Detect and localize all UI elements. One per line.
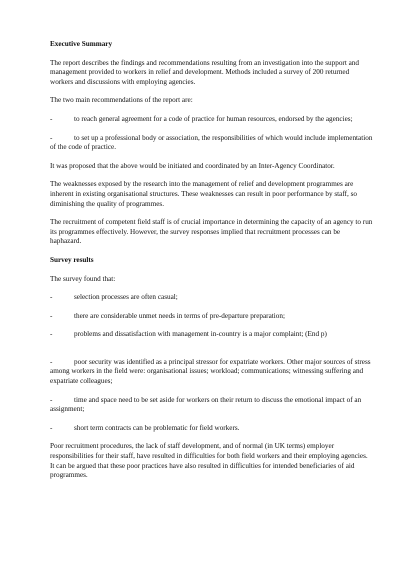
finding-item [50, 293, 373, 303]
bullet-dash: - [50, 330, 53, 339]
recommendation-text: to reach general agreement for a code of practice for human resources, endorsed by the agencies; [74, 114, 353, 123]
finding-item [50, 396, 373, 415]
executive-summary-heading: Executive Summary [50, 40, 113, 48]
bullet-dash: - [50, 293, 53, 302]
recommendations-lead: The two main recommendations of the report are: [50, 96, 193, 105]
bullet-dash: - [50, 357, 53, 366]
finding-text: time and space need to be set aside for workers on their return to discuss the emotional impact of an assignment; [50, 395, 362, 414]
finding-text: problems and dissatisfaction with management in-country is a major complaint; (End p) [74, 330, 327, 339]
weaknesses-paragraph: The weaknesses exposed by the research into the management of relief and development programmes are inherent in existing organisational structures. These weaknesses can result in poor performance by staff, so diminishing the quality of programmes. [50, 180, 357, 208]
finding-text: short term contracts can be problematic for field workers. [74, 423, 240, 432]
intro-paragraph: The report describes the findings and recommendations resulting from an investigation into the support and management provided to workers in relief and development. Methods included a survey of 200 returned workers and discussions with employing agencies. [50, 58, 359, 86]
finding-text: selection processes are often casual; [74, 293, 178, 302]
bullet-dash: - [50, 133, 53, 142]
survey-lead: The survey found that: [50, 274, 116, 283]
bullet-dash: - [50, 114, 53, 123]
finding-item [50, 312, 373, 322]
finding-text: there are considerable unmet needs in terms of pre-departure preparation; [74, 311, 285, 320]
proposal-paragraph: It was proposed that the above would be initiated and coordinated by an Inter-Agency Coordinator. [50, 161, 335, 170]
page-break-gap [50, 349, 373, 358]
finding-item [50, 358, 373, 387]
recruitment-paragraph: The recruitment of competent field staff is of crucial importance in determining the capacity of an agency to run its programmes effectively. However, the survey responses implied that recruitment processes can be haphazard. [50, 218, 373, 246]
finding-item [50, 424, 373, 434]
survey-results-heading: Survey results [50, 255, 94, 264]
bullet-dash: - [50, 423, 53, 432]
recommendation-item [50, 134, 373, 153]
recommendation-item [50, 115, 373, 125]
bullet-dash: - [50, 395, 53, 404]
recommendation-text: to set up a professional body or association, the responsibilities of which would include implementation of the code of practice. [50, 133, 373, 152]
finding-item [50, 330, 373, 340]
bullet-dash: - [50, 311, 53, 320]
finding-text: poor security was identified as a principal stressor for expatriate workers. Other major sources of stress among workers in the field were: organisational issues; workload; communications; witnessing suffering and expatriate colleagues; [50, 357, 371, 386]
conclusion-paragraph: Poor recruitment procedures, the lack of staff development, and of normal (in UK terms) employer responsibilities for their staff, have resulted in difficulties for both field workers and their employing agencies. It can be argued that these poor practices have also resulted in difficulties for intended beneficiaries of aid programmes. [50, 442, 368, 480]
